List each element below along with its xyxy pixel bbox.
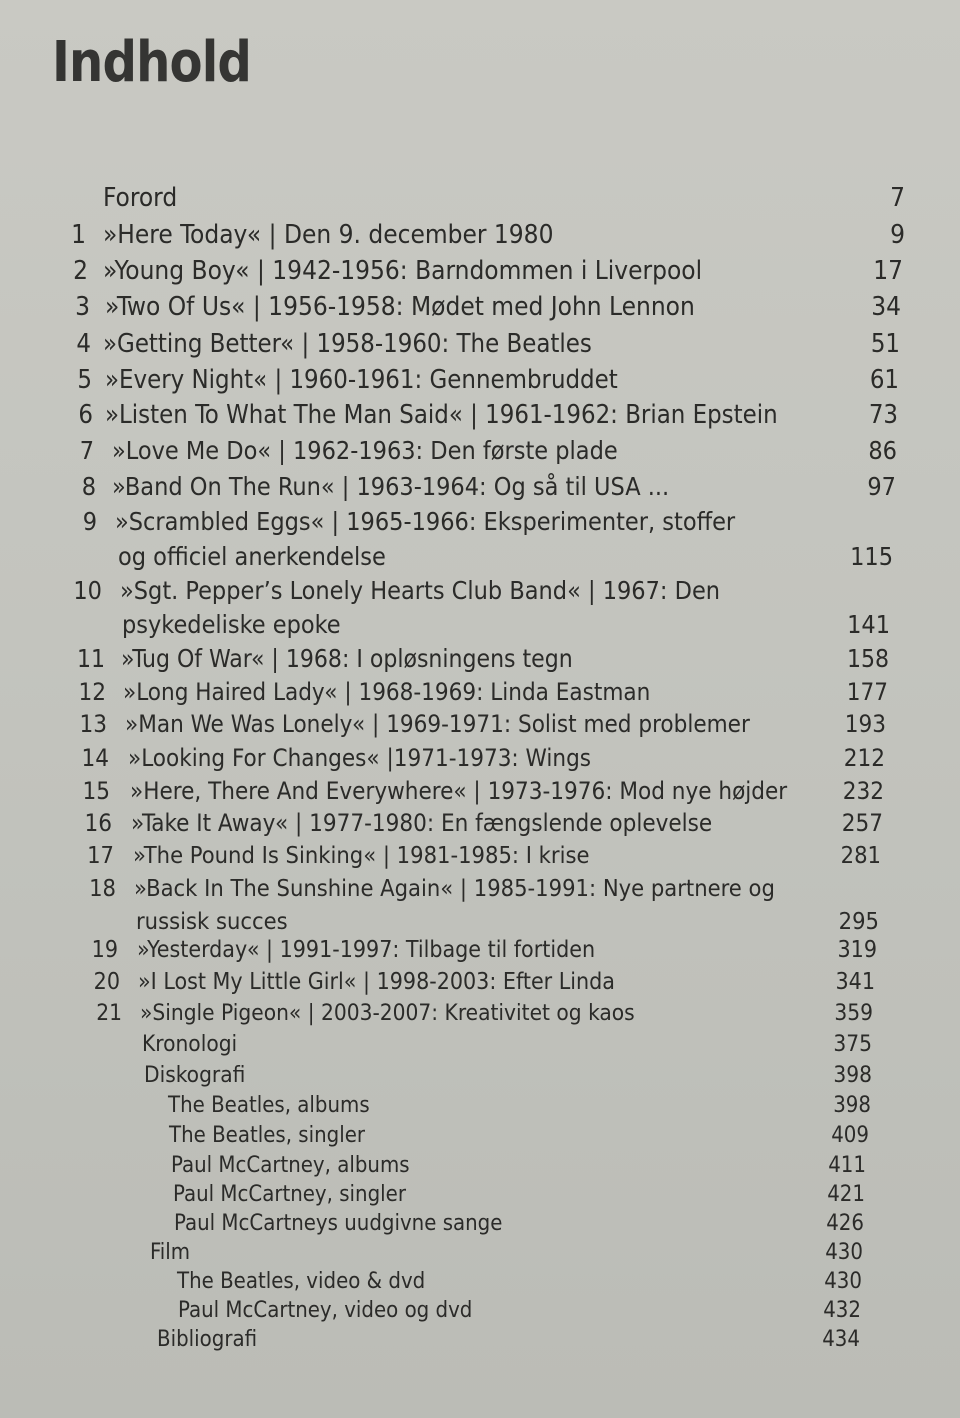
toc-entry-title: Forord bbox=[103, 183, 178, 213]
toc-entry-number: 9 bbox=[82, 507, 97, 536]
toc-entry-title: Paul McCartney, albums bbox=[171, 1153, 410, 1178]
toc-entry-title: »Looking For Changes« |1971-1973: Wings bbox=[128, 744, 592, 772]
toc-entry-title: Paul McCartney, video og dvd bbox=[178, 1298, 473, 1323]
toc-entry-title: »Listen To What The Man Said« | 1961-1962: Brian Epstein bbox=[105, 400, 778, 430]
toc-entry-page: 411 bbox=[828, 1153, 866, 1178]
toc-entry-number: 20 bbox=[93, 969, 120, 995]
toc-entry-number: 11 bbox=[76, 644, 105, 673]
toc-entry-page: 409 bbox=[831, 1123, 869, 1148]
toc-entry-title-continued: russisk succes bbox=[136, 907, 288, 935]
toc-entry-page: 434 bbox=[822, 1327, 860, 1352]
toc-entry-number: 14 bbox=[81, 744, 109, 772]
toc-entry-number: 15 bbox=[82, 777, 110, 805]
toc-entry-title: »Sgt. Pepper’s Lonely Hearts Club Band« | 1967: Den bbox=[120, 576, 721, 605]
toc-entry-title: Paul McCartneys uudgivne sange bbox=[174, 1211, 503, 1236]
toc-entry-title: »Single Pigeon« | 2003-2007: Kreativitet og kaos bbox=[140, 1000, 635, 1026]
toc-entry-title: »Tug Of War« | 1968: I opløsningens tegn bbox=[121, 644, 573, 673]
toc-entry-title-continued: psykedeliske epoke bbox=[122, 610, 341, 639]
toc-entry-page: 61 bbox=[869, 365, 899, 395]
toc-entry-page: 398 bbox=[833, 1062, 872, 1088]
toc-entry-number: 1 bbox=[71, 220, 86, 250]
toc-entry-title: Bibliografi bbox=[157, 1327, 258, 1352]
toc-entry-page: 421 bbox=[827, 1182, 865, 1207]
toc-entry-page: 359 bbox=[834, 1000, 873, 1026]
toc-entry-title: »The Pound Is Sinking« | 1981-1985: I krise bbox=[133, 841, 590, 869]
toc-entry-title: »Young Boy« | 1942-1956: Barndommen i Liverpool bbox=[103, 256, 703, 286]
toc-entry-title: »Love Me Do« | 1962-1963: Den første plade bbox=[112, 436, 618, 465]
toc-entry-title: »Scrambled Eggs« | 1965-1966: Eksperimenter, stoffer bbox=[115, 507, 736, 536]
toc-entry-number: 5 bbox=[77, 365, 92, 395]
toc-entry-page: 86 bbox=[868, 436, 897, 465]
toc-entry-number: 6 bbox=[78, 400, 93, 430]
toc-entry-title: »Yesterday« | 1991-1997: Tilbage til fortiden bbox=[137, 937, 596, 963]
page-title: Indhold bbox=[52, 30, 252, 95]
toc-entry-number: 21 bbox=[96, 1000, 122, 1026]
toc-entry-page: 141 bbox=[847, 610, 890, 639]
toc-entry-title: Kronologi bbox=[142, 1031, 238, 1057]
toc-entry-number: 7 bbox=[79, 436, 94, 465]
toc-entry-page: 430 bbox=[824, 1269, 862, 1294]
toc-entry-title: Paul McCartney, singler bbox=[173, 1182, 406, 1207]
toc-entry-title: »Here, There And Everywhere« | 1973-1976: Mod nye højder bbox=[130, 777, 788, 805]
toc-entry-number: 10 bbox=[73, 576, 102, 605]
toc-entry-title: Film bbox=[150, 1240, 191, 1265]
toc-entry-page: 426 bbox=[826, 1211, 864, 1236]
toc-entry-number: 16 bbox=[84, 809, 112, 837]
toc-entry-number: 2 bbox=[73, 256, 88, 286]
toc-entry-title: »Every Night« | 1960-1961: Gennembruddet bbox=[105, 365, 618, 395]
toc-entry-page: 257 bbox=[841, 809, 883, 837]
toc-entry-page: 158 bbox=[846, 644, 889, 673]
toc-entry-page: 341 bbox=[835, 969, 875, 995]
toc-entry-title: »Back In The Sunshine Again« | 1985-1991: Nye partnere og bbox=[134, 874, 775, 902]
toc-entry-number: 3 bbox=[75, 292, 90, 322]
toc-entry-page: 375 bbox=[833, 1031, 872, 1057]
toc-entry-page: 34 bbox=[871, 292, 901, 322]
toc-entry-title-continued: og officiel anerkendelse bbox=[118, 542, 386, 571]
toc-entry-page: 51 bbox=[870, 329, 900, 359]
toc-entry-page: 430 bbox=[825, 1240, 863, 1265]
toc-entry-page: 232 bbox=[842, 777, 884, 805]
toc-entry-title: The Beatles, albums bbox=[168, 1093, 370, 1118]
toc-entry-page: 115 bbox=[850, 542, 893, 571]
toc-entry-number: 19 bbox=[91, 937, 118, 963]
toc-entry-title: The Beatles, singler bbox=[169, 1123, 366, 1148]
toc-entry-title: The Beatles, video & dvd bbox=[177, 1269, 426, 1294]
toc-entry-title: »Getting Better« | 1958-1960: The Beatles bbox=[103, 329, 592, 359]
toc-entry-page: 177 bbox=[846, 678, 888, 706]
toc-entry-page: 17 bbox=[873, 256, 903, 286]
toc-entry-title: »Man We Was Lonely« | 1969-1971: Solist med problemer bbox=[125, 710, 750, 738]
toc-entry-page: 212 bbox=[843, 744, 885, 772]
toc-entry-title: »Take It Away« | 1977-1980: En fængslende oplevelse bbox=[131, 809, 713, 837]
toc-entry-page: 281 bbox=[840, 841, 881, 869]
toc-entry-page: 73 bbox=[868, 400, 898, 430]
toc-entry-number: 12 bbox=[78, 678, 106, 706]
toc-entry-title: »Long Haired Lady« | 1968-1969: Linda Eastman bbox=[123, 678, 651, 706]
toc-entry-title: »Band On The Run« | 1963-1964: Og så til USA ... bbox=[112, 472, 670, 501]
toc-entry-page: 319 bbox=[837, 937, 877, 963]
toc-entry-page: 295 bbox=[838, 907, 879, 935]
toc-entry-title: Diskografi bbox=[144, 1062, 246, 1088]
toc-entry-page: 432 bbox=[823, 1298, 861, 1323]
toc-entry-number: 4 bbox=[76, 329, 91, 359]
toc-entry-number: 8 bbox=[81, 472, 96, 501]
toc-entry-title: »I Lost My Little Girl« | 1998-2003: Efter Linda bbox=[138, 969, 615, 995]
toc-entry-title: »Two Of Us« | 1956-1958: Mødet med John Lennon bbox=[105, 292, 695, 322]
toc-entry-page: 97 bbox=[867, 472, 896, 501]
toc-entry-number: 13 bbox=[79, 710, 107, 738]
toc-entry-number: 17 bbox=[87, 841, 114, 869]
toc-entry-number: 18 bbox=[89, 874, 116, 902]
toc-entry-page: 398 bbox=[833, 1093, 871, 1118]
toc-entry-title: »Here Today« | Den 9. december 1980 bbox=[103, 220, 554, 250]
toc-entry-page: 7 bbox=[890, 183, 905, 213]
toc-entry-page: 193 bbox=[844, 710, 886, 738]
toc-entry-page: 9 bbox=[890, 220, 905, 250]
